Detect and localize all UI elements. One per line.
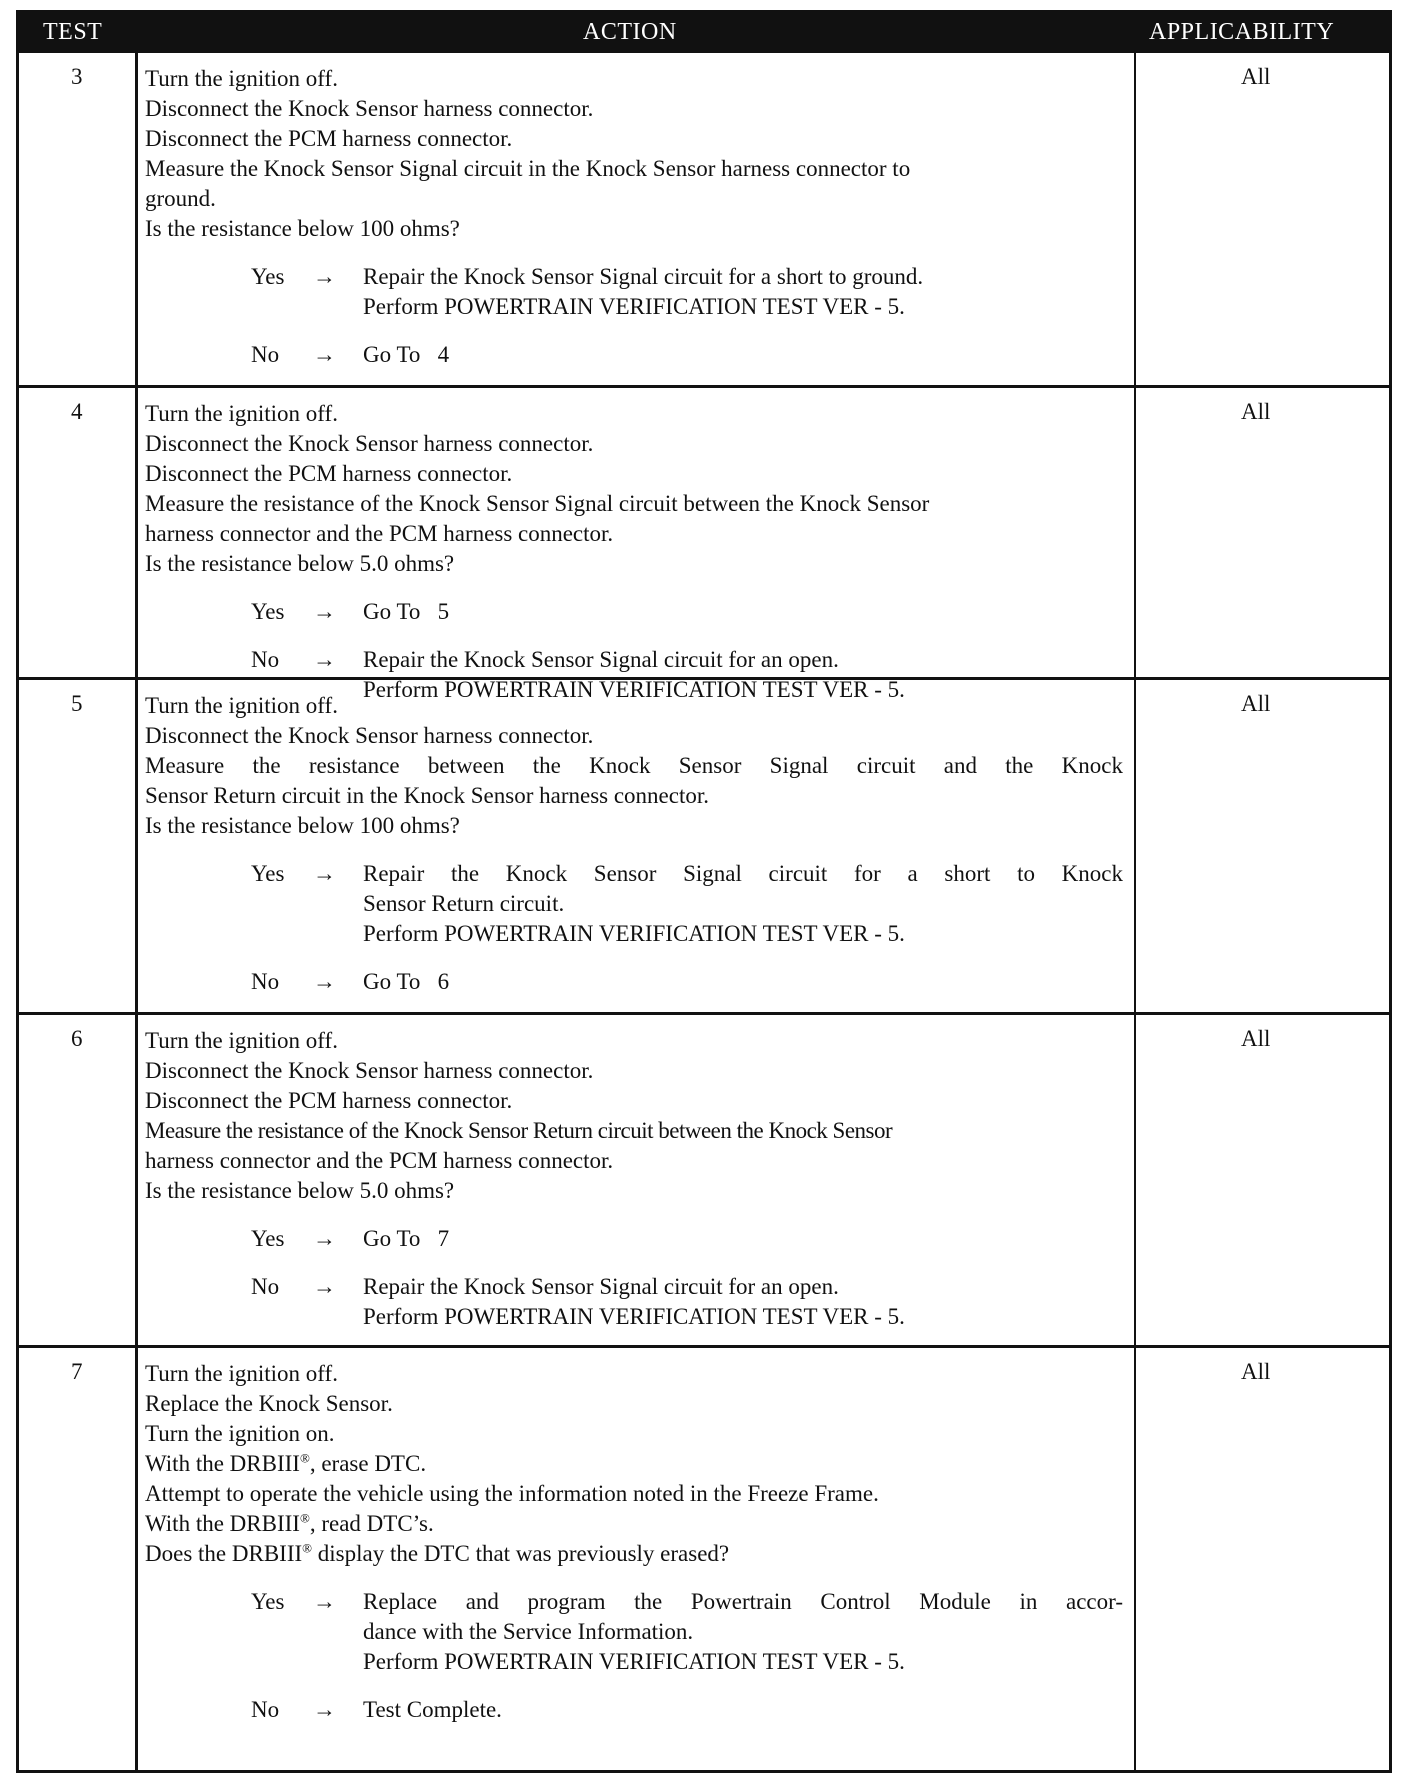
arrow-icon: → (313, 264, 336, 289)
action-step: harness connector and the PCM harness connector. (145, 521, 614, 546)
header-action: ACTION (583, 19, 677, 45)
action-step: Sensor Return circuit in the Knock Sensor harness connector. (145, 783, 710, 808)
yes-result: Repair the Knock Sensor Signal circuit for a short to Knock (363, 861, 1123, 886)
action-cell (145, 691, 1123, 997)
applicability-value: All (1241, 691, 1271, 716)
action-step: With the DRBIII®, erase DTC. (145, 1450, 427, 1476)
no-result: Test Complete. (363, 1697, 502, 1722)
action-step: Is the resistance below 5.0 ohms? (145, 1178, 455, 1203)
header-test: TEST (43, 19, 103, 45)
action-step: Attempt to operate the vehicle using the information noted in the Freeze Frame. (145, 1481, 879, 1506)
action-step: Disconnect the PCM harness connector. (145, 126, 513, 151)
yes-result: Go To 7 (363, 1226, 450, 1251)
action-step: Turn the ignition off. (145, 693, 338, 718)
arrow-icon: → (313, 647, 336, 672)
action-step: Turn the ignition on. (145, 1421, 335, 1446)
arrow-icon: → (313, 342, 336, 367)
arrow-icon: → (313, 1226, 336, 1251)
arrow-icon: → (313, 1589, 336, 1614)
action-step: ground. (145, 186, 216, 211)
yes-branch (251, 1224, 1123, 1254)
table-row-test-3 (19, 53, 1389, 388)
yes-result: Repair the Knock Sensor Signal circuit for a short to ground. (363, 264, 924, 289)
table-row-test-4 (19, 388, 1389, 702)
arrow-icon: → (313, 1697, 336, 1722)
test-number: 5 (71, 691, 83, 716)
action-step: Disconnect the PCM harness connector. (145, 1088, 513, 1113)
action-step: Replace the Knock Sensor. (145, 1391, 393, 1416)
no-label: No (251, 647, 280, 672)
action-step: Disconnect the Knock Sensor harness connector. (145, 96, 594, 121)
yes-branch (251, 859, 1123, 949)
yes-result: Perform POWERTRAIN VERIFICATION TEST VER - 5. (363, 1649, 905, 1674)
action-step: Is the resistance below 100 ohms? (145, 813, 460, 838)
no-result: Go To 6 (363, 969, 450, 994)
diagnostic-test-table (16, 10, 1392, 1773)
no-label: No (251, 342, 280, 367)
action-step: Disconnect the Knock Sensor harness connector. (145, 1058, 594, 1083)
yes-branch (251, 262, 1123, 322)
action-step: Turn the ignition off. (145, 66, 338, 91)
test-number: 3 (71, 64, 83, 89)
no-result: Go To 4 (363, 342, 450, 367)
action-cell (145, 1359, 1123, 1725)
table-row-test-5 (19, 680, 1389, 1015)
arrow-icon: → (313, 599, 336, 624)
yes-result: Sensor Return circuit. (363, 891, 565, 916)
test-number: 6 (71, 1026, 83, 1051)
yes-label: Yes (251, 861, 285, 886)
yes-result: Perform POWERTRAIN VERIFICATION TEST VER - 5. (363, 921, 905, 946)
action-cell (145, 399, 1123, 705)
action-cell (145, 1026, 1123, 1332)
action-step: With the DRBIII®, read DTC’s. (145, 1510, 434, 1536)
action-step: Measure the Knock Sensor Signal circuit in the Knock Sensor harness connector to (145, 156, 911, 181)
applicability-value: All (1241, 1026, 1271, 1051)
action-step: harness connector and the PCM harness connector. (145, 1148, 614, 1173)
arrow-icon: → (313, 1274, 336, 1299)
test-number: 7 (71, 1359, 83, 1384)
no-branch (251, 1695, 1123, 1725)
action-step: Turn the ignition off. (145, 401, 338, 426)
action-step: Is the resistance below 100 ohms? (145, 216, 460, 241)
applicability-value: All (1241, 399, 1271, 424)
applicability-value: All (1241, 64, 1271, 89)
yes-result: Replace and program the Powertrain Control Module in accor- (363, 1589, 1123, 1614)
action-step: Turn the ignition off. (145, 1361, 338, 1386)
action-step: Disconnect the Knock Sensor harness connector. (145, 723, 594, 748)
yes-result: Go To 5 (363, 599, 450, 624)
action-step: Disconnect the PCM harness connector. (145, 461, 513, 486)
no-result: Perform POWERTRAIN VERIFICATION TEST VER - 5. (363, 1304, 905, 1329)
action-cell (145, 64, 1123, 370)
yes-label: Yes (251, 599, 285, 624)
no-result: Repair the Knock Sensor Signal circuit for an open. (363, 1274, 839, 1299)
yes-result: dance with the Service Information. (363, 1619, 694, 1644)
yes-label: Yes (251, 1226, 285, 1251)
no-branch (251, 1272, 1123, 1332)
no-result: Perform POWERTRAIN VERIFICATION TEST VER - 5. (363, 677, 905, 702)
yes-branch (251, 597, 1123, 627)
table-row-test-7 (19, 1348, 1389, 1770)
no-branch (251, 340, 1123, 370)
action-step: Measure the resistance of the Knock Sensor Return circuit between the Knock Sensor (145, 1118, 893, 1143)
yes-label: Yes (251, 264, 285, 289)
no-result: Repair the Knock Sensor Signal circuit for an open. (363, 647, 839, 672)
action-step: Disconnect the Knock Sensor harness connector. (145, 431, 594, 456)
applicability-value: All (1241, 1359, 1271, 1384)
no-label: No (251, 1274, 280, 1299)
table-row-test-6 (19, 1015, 1389, 1348)
action-step: Is the resistance below 5.0 ohms? (145, 551, 455, 576)
yes-result: Perform POWERTRAIN VERIFICATION TEST VER - 5. (363, 294, 905, 319)
action-step: Measure the resistance of the Knock Sensor Signal circuit between the Knock Sensor (145, 491, 930, 516)
action-step: Turn the ignition off. (145, 1028, 338, 1053)
header-applicability: APPLICABILITY (1149, 19, 1335, 45)
table-header (19, 13, 1389, 53)
yes-label: Yes (251, 1589, 285, 1614)
arrow-icon: → (313, 969, 336, 994)
yes-branch (251, 1587, 1123, 1677)
test-number: 4 (71, 399, 83, 424)
no-branch (251, 967, 1123, 997)
no-label: No (251, 1697, 280, 1722)
no-label: No (251, 969, 280, 994)
arrow-icon: → (313, 861, 336, 886)
action-step: Measure the resistance between the Knock Sensor Signal circuit and the Knock (145, 753, 1123, 778)
action-step: Does the DRBIII® display the DTC that was previously erased? (145, 1540, 730, 1566)
